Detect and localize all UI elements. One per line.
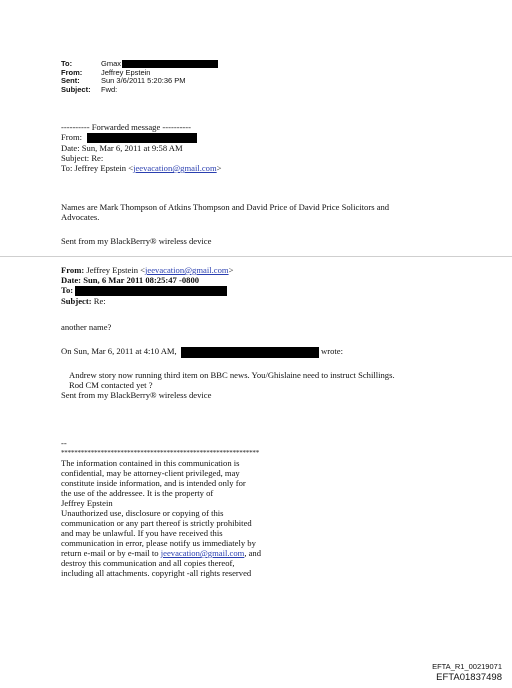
reply-from-suffix: > — [228, 265, 234, 275]
forwarded-body — [61, 202, 389, 222]
disclaimer-line: Unauthorized use, disclosure or copying of this — [61, 508, 224, 518]
disclaimer-stars: ************************************************************ — [61, 449, 260, 457]
disclaimer-email-prefix: return e-mail or by e-mail to — [61, 548, 161, 558]
disclaimer-dashes: -- — [61, 438, 67, 448]
quote-suffix: wrote: — [321, 346, 343, 356]
disclaimer — [61, 438, 261, 578]
forward-body-line: Names are Mark Thompson of Atkins Thompson and David Price of David Price Solicitors and — [61, 202, 390, 212]
reply-date-label: Date: — [61, 275, 82, 285]
quote-prefix: On Sun, Mar 6, 2011 at 4:10 AM, — [61, 346, 177, 356]
redaction-bar — [75, 286, 227, 296]
reply-from-name: Jeffrey Epstein < — [84, 265, 146, 275]
redaction-bar — [87, 133, 197, 143]
reply-to-label: To: — [61, 285, 74, 295]
disclaimer-line: destroy this communication and all copies thereof, — [61, 558, 235, 568]
reply-from-label: From: — [61, 265, 85, 275]
to-value: Gmax — [101, 59, 122, 68]
quote-attribution-line — [61, 346, 343, 358]
disclaimer-line: confidential, may be attorney-client privileged, may — [61, 468, 240, 478]
forward-banner: ---------- Forwarded message ---------- — [61, 122, 192, 132]
from-label: From: — [61, 67, 83, 77]
quoted-message — [69, 370, 395, 390]
quote-attribution — [61, 346, 343, 358]
forward-from-label: From: — [61, 132, 83, 142]
disclaimer-line: communication in error, please notify us immediately by — [61, 538, 256, 548]
disclaimer-email-line — [61, 548, 261, 558]
reply-header — [61, 265, 233, 306]
reply-body: another name? — [61, 322, 112, 332]
bates-id-small: EFTA_R1_00219071 — [432, 662, 502, 671]
disclaimer-email-suffix: , and — [244, 548, 262, 558]
quoted-line: Andrew story now running third item on BBC news. You/Ghislaine need to instruct Schillings. — [69, 370, 395, 380]
subject-label: Subject: — [61, 84, 91, 94]
disclaimer-line: constitute inside information, and is intended only for — [61, 478, 246, 488]
disclaimer-line: and may be unlawful. If you have received this — [61, 528, 223, 538]
forward-from-line — [61, 132, 222, 143]
subject-value: Fwd: — [101, 84, 118, 94]
redaction-bar — [181, 347, 319, 358]
disclaimer-line: including all attachments. copyright -all rights reserved — [61, 568, 252, 578]
disclaimer-line: Jeffrey Epstein — [61, 498, 113, 508]
forward-to-suffix: > — [216, 163, 222, 174]
forward-to-line — [61, 163, 222, 173]
disclaimer-line: the use of the addressee. It is the property of — [61, 488, 214, 498]
forward-subject-line: Subject: Re: — [61, 153, 104, 164]
quoted-line: Rod CM contacted yet ? — [69, 380, 153, 390]
forward-to-email-link[interactable]: jeevacation@gmail.com — [133, 163, 217, 174]
forward-body-line: Advocates. — [61, 212, 100, 222]
disclaimer-line: communication or any part thereof is strictly prohibited — [61, 518, 252, 528]
forward-signature: Sent from my BlackBerry® wireless device — [61, 236, 212, 246]
disclaimer-email-link[interactable]: jeevacation@gmail.com — [160, 548, 245, 558]
to-label: To: — [61, 59, 73, 68]
disclaimer-line: The information contained in this communication is — [61, 458, 240, 468]
reply-subject-label: Subject: — [61, 296, 92, 307]
disclaimer-lines — [61, 458, 261, 548]
email-header — [61, 60, 218, 94]
sent-label: Sent: — [61, 76, 80, 86]
forward-date-line: Date: Sun, Mar 6, 2011 at 9:58 AM — [61, 143, 183, 154]
reply-from-email-link[interactable]: jeevacation@gmail.com — [145, 265, 229, 275]
divider-line — [0, 256, 512, 257]
reply-to-line — [61, 285, 233, 296]
forwarded-message — [61, 122, 222, 173]
reply-signature: Sent from my BlackBerry® wireless device — [61, 390, 212, 400]
reply-subject-value: Re: — [91, 296, 106, 307]
bates-id-large: EFTA01837498 — [436, 672, 502, 683]
reply-date-value: Sun, 6 Mar 2011 08:25:47 -0800 — [81, 275, 200, 285]
from-value: Jeffrey Epstein — [101, 67, 151, 77]
reply-from-line — [61, 265, 233, 275]
forward-to-prefix: To: Jeffrey Epstein < — [61, 163, 134, 174]
reply-date-line — [61, 275, 233, 285]
disclaimer-lines-after — [61, 558, 261, 578]
reply-subject-line — [61, 296, 233, 306]
sent-value: Sun 3/6/2011 5:20:36 PM — [101, 76, 186, 86]
redaction-bar — [122, 60, 218, 68]
